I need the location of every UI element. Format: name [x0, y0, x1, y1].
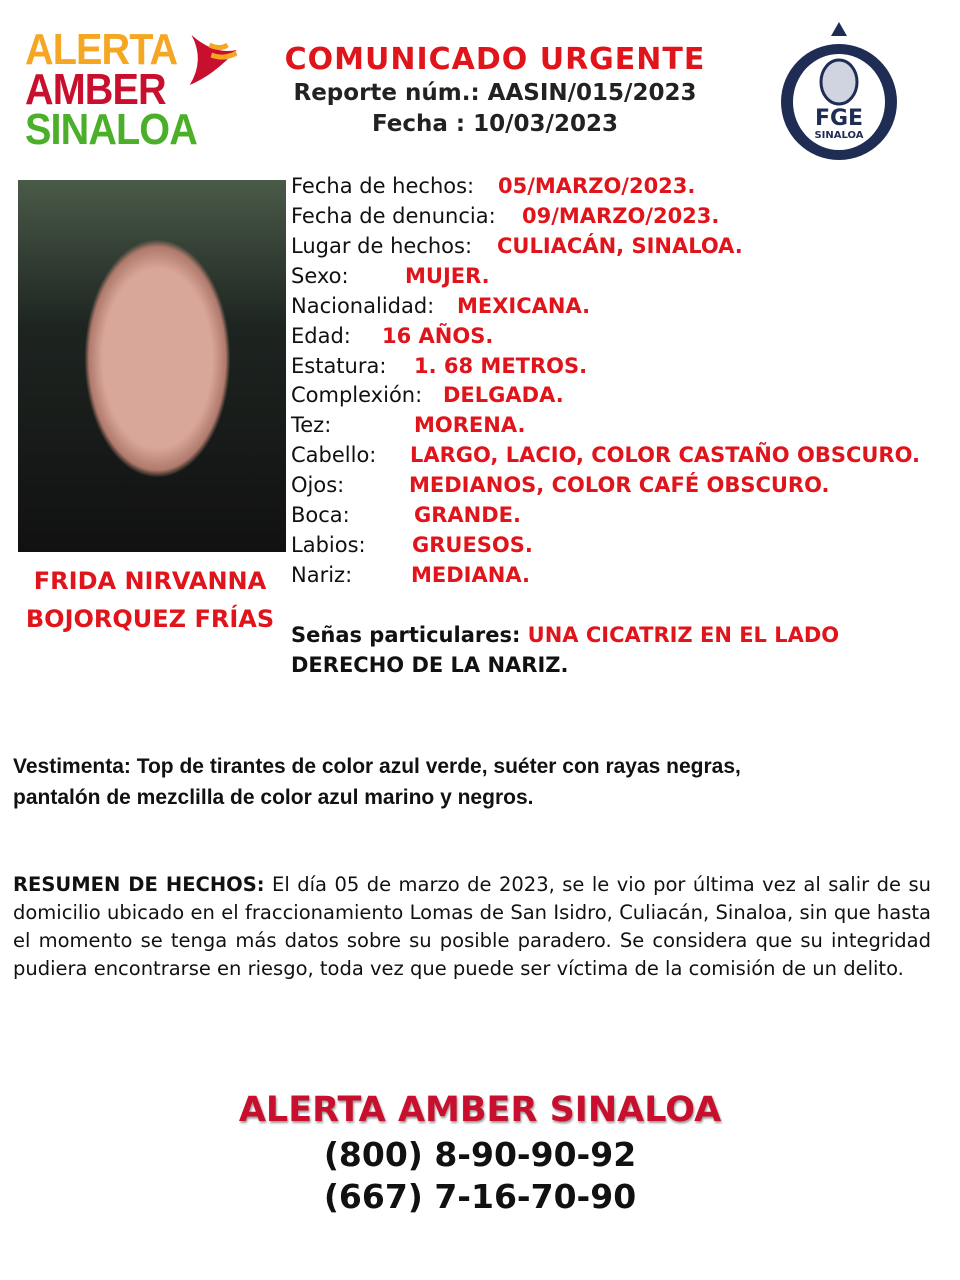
field-cabello: Cabello: LARGO, LACIO, COLOR CASTAÑO OBSCURO.	[291, 443, 920, 467]
field-estatura: Estatura: 1. 68 METROS.	[291, 354, 588, 378]
field-fecha-hechos: Fecha de hechos: 05/MARZO/2023.	[291, 174, 696, 198]
logo-line1: ALERTA	[25, 25, 178, 74]
field-complexion: Complexión: DELGADA.	[291, 383, 564, 407]
field-ojos: Ojos: MEDIANOS, COLOR CAFÉ OBSCURO.	[291, 473, 830, 497]
field-edad: Edad: 16 AÑOS.	[291, 324, 494, 348]
seal-sub: SINALOA	[814, 130, 864, 141]
fge-seal-icon	[777, 22, 901, 162]
title: COMUNICADO URGENTE	[284, 42, 706, 77]
fge-seal	[777, 22, 901, 162]
field-nariz: Nariz: MEDIANA.	[291, 563, 530, 587]
logo-line2: AMBER	[25, 65, 166, 114]
field-boca: Boca: GRANDE.	[291, 503, 521, 527]
field-tez: Tez: MORENA.	[291, 413, 526, 437]
resumen-label: RESUMEN DE HECHOS:	[13, 873, 265, 896]
vestimenta-line2: pantalón de mezclilla de color azul marino y negros.	[13, 786, 534, 809]
field-sexo: Sexo: MUJER.	[291, 264, 490, 288]
seal-text: FGE	[814, 106, 864, 131]
footer-title: ALERTA AMBER SINALOA	[238, 1090, 722, 1130]
logo-line3: SINALOA	[25, 105, 197, 154]
field-labios: Labios: GRUESOS.	[291, 533, 533, 557]
phone-1[interactable]: (800) 8-90-90-92	[323, 1135, 637, 1174]
resumen-text: El día 05 de marzo de 2023, se le vio por última vez al salir de su domicilio ubicado en el fraccionamiento Lomas de San Isidro, Culiacán, Sinaloa, sin que hasta el momento se tenga más datos sobre su posible paradero. Se considera que su integridad pudiera encontrarse en riesgo, toda vez que puede ser víctima de la comisión de un delito.	[13, 873, 931, 980]
field-fecha-denuncia: Fecha de denuncia: 09/MARZO/2023.	[291, 204, 720, 228]
report-number: Reporte núm.: AASIN/015/2023	[293, 80, 697, 106]
resumen-paragraph	[13, 871, 931, 983]
field-lugar: Lugar de hechos: CULIACÁN, SINALOA.	[291, 234, 743, 258]
field-senas: Señas particulares: UNA CICATRIZ EN EL LADO	[291, 623, 840, 647]
vestimenta-line1: Vestimenta: Top de tirantes de color azul verde, suéter con rayas negras,	[13, 755, 741, 778]
field-nacionalidad: Nacionalidad: MEXICANA.	[291, 294, 591, 318]
missing-person-photo	[18, 180, 286, 552]
phone-2[interactable]: (667) 7-16-70-90	[323, 1177, 637, 1216]
person-name-line2: BOJORQUEZ FRÍAS	[25, 605, 275, 633]
senas-line2: DERECHO DE LA NARIZ.	[291, 653, 569, 677]
person-name-line1: FRIDA NIRVANNA	[33, 567, 267, 595]
report-date: Fecha : 10/03/2023	[372, 111, 618, 137]
